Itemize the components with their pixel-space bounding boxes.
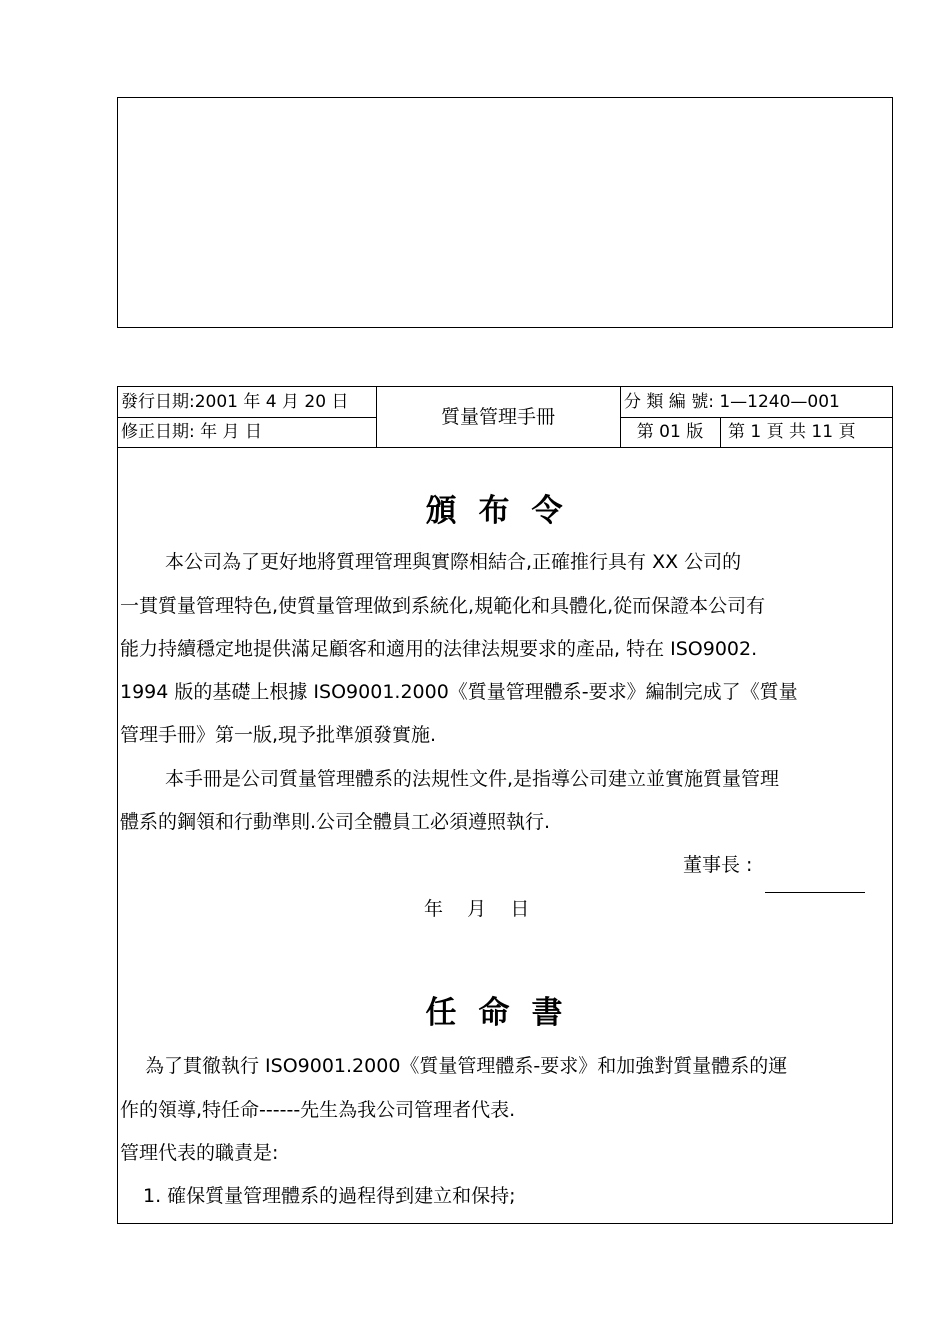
edition: 第 01 版 xyxy=(636,422,704,442)
appointment-line-2: 作的領導,特任命------先生為我公司管理者代表. xyxy=(120,1099,516,1121)
appointment-line-3: 管理代表的職責是: xyxy=(120,1142,279,1164)
decree-date: 年 月 日 xyxy=(424,898,530,920)
decree-line-7: 體系的鋼領和行動準則.公司全體員工必須遵照執行. xyxy=(120,811,551,833)
signature-line xyxy=(765,892,865,893)
decree-line-3: 能力持續穩定地提供滿足顧客和適用的法律法規要求的產品, 特在 ISO9002. xyxy=(120,638,758,660)
issue-date: 發行日期:2001 年 4 月 20 日 xyxy=(121,392,349,412)
blank-header-box xyxy=(117,97,893,328)
signer-label: 董事長 : xyxy=(683,854,753,876)
decree-title: 頒布令 xyxy=(425,493,585,529)
manual-title: 質量管理手冊 xyxy=(440,406,555,428)
revise-date: 修正日期: 年 月 日 xyxy=(121,422,262,442)
decree-line-6: 本手冊是公司質量管理體系的法規性文件,是指導公司建立並實施質量管理 xyxy=(165,768,780,790)
decree-line-1: 本公司為了更好地將質理管理與實際相結合,正確推行具有 XX 公司的 xyxy=(165,551,742,573)
document-header-table xyxy=(118,387,892,448)
appointment-title: 任命書 xyxy=(425,995,585,1031)
decree-line-2: 一貫質量管理特色,使質量管理做到系統化,規範化和具體化,從而保證本公司有 xyxy=(120,595,766,617)
appointment-line-4: 1. 確保質量管理體系的過程得到建立和保持; xyxy=(143,1185,516,1207)
classification-number: 分 類 編 號: 1—1240—001 xyxy=(624,392,840,412)
appointment-line-1: 為了貫徹執行 ISO9001.2000《質量管理體系-要求》和加強對質量體系的運 xyxy=(145,1055,788,1077)
document-frame xyxy=(117,386,893,1224)
decree-line-4: 1994 版的基礎上根據 ISO9001.2000《質量管理體系-要求》編制完成了《質量 xyxy=(120,681,798,703)
decree-line-5: 管理手冊》第一版,現予批準頒發實施. xyxy=(120,724,437,746)
page-info: 第 1 頁 共 11 頁 xyxy=(728,422,856,442)
